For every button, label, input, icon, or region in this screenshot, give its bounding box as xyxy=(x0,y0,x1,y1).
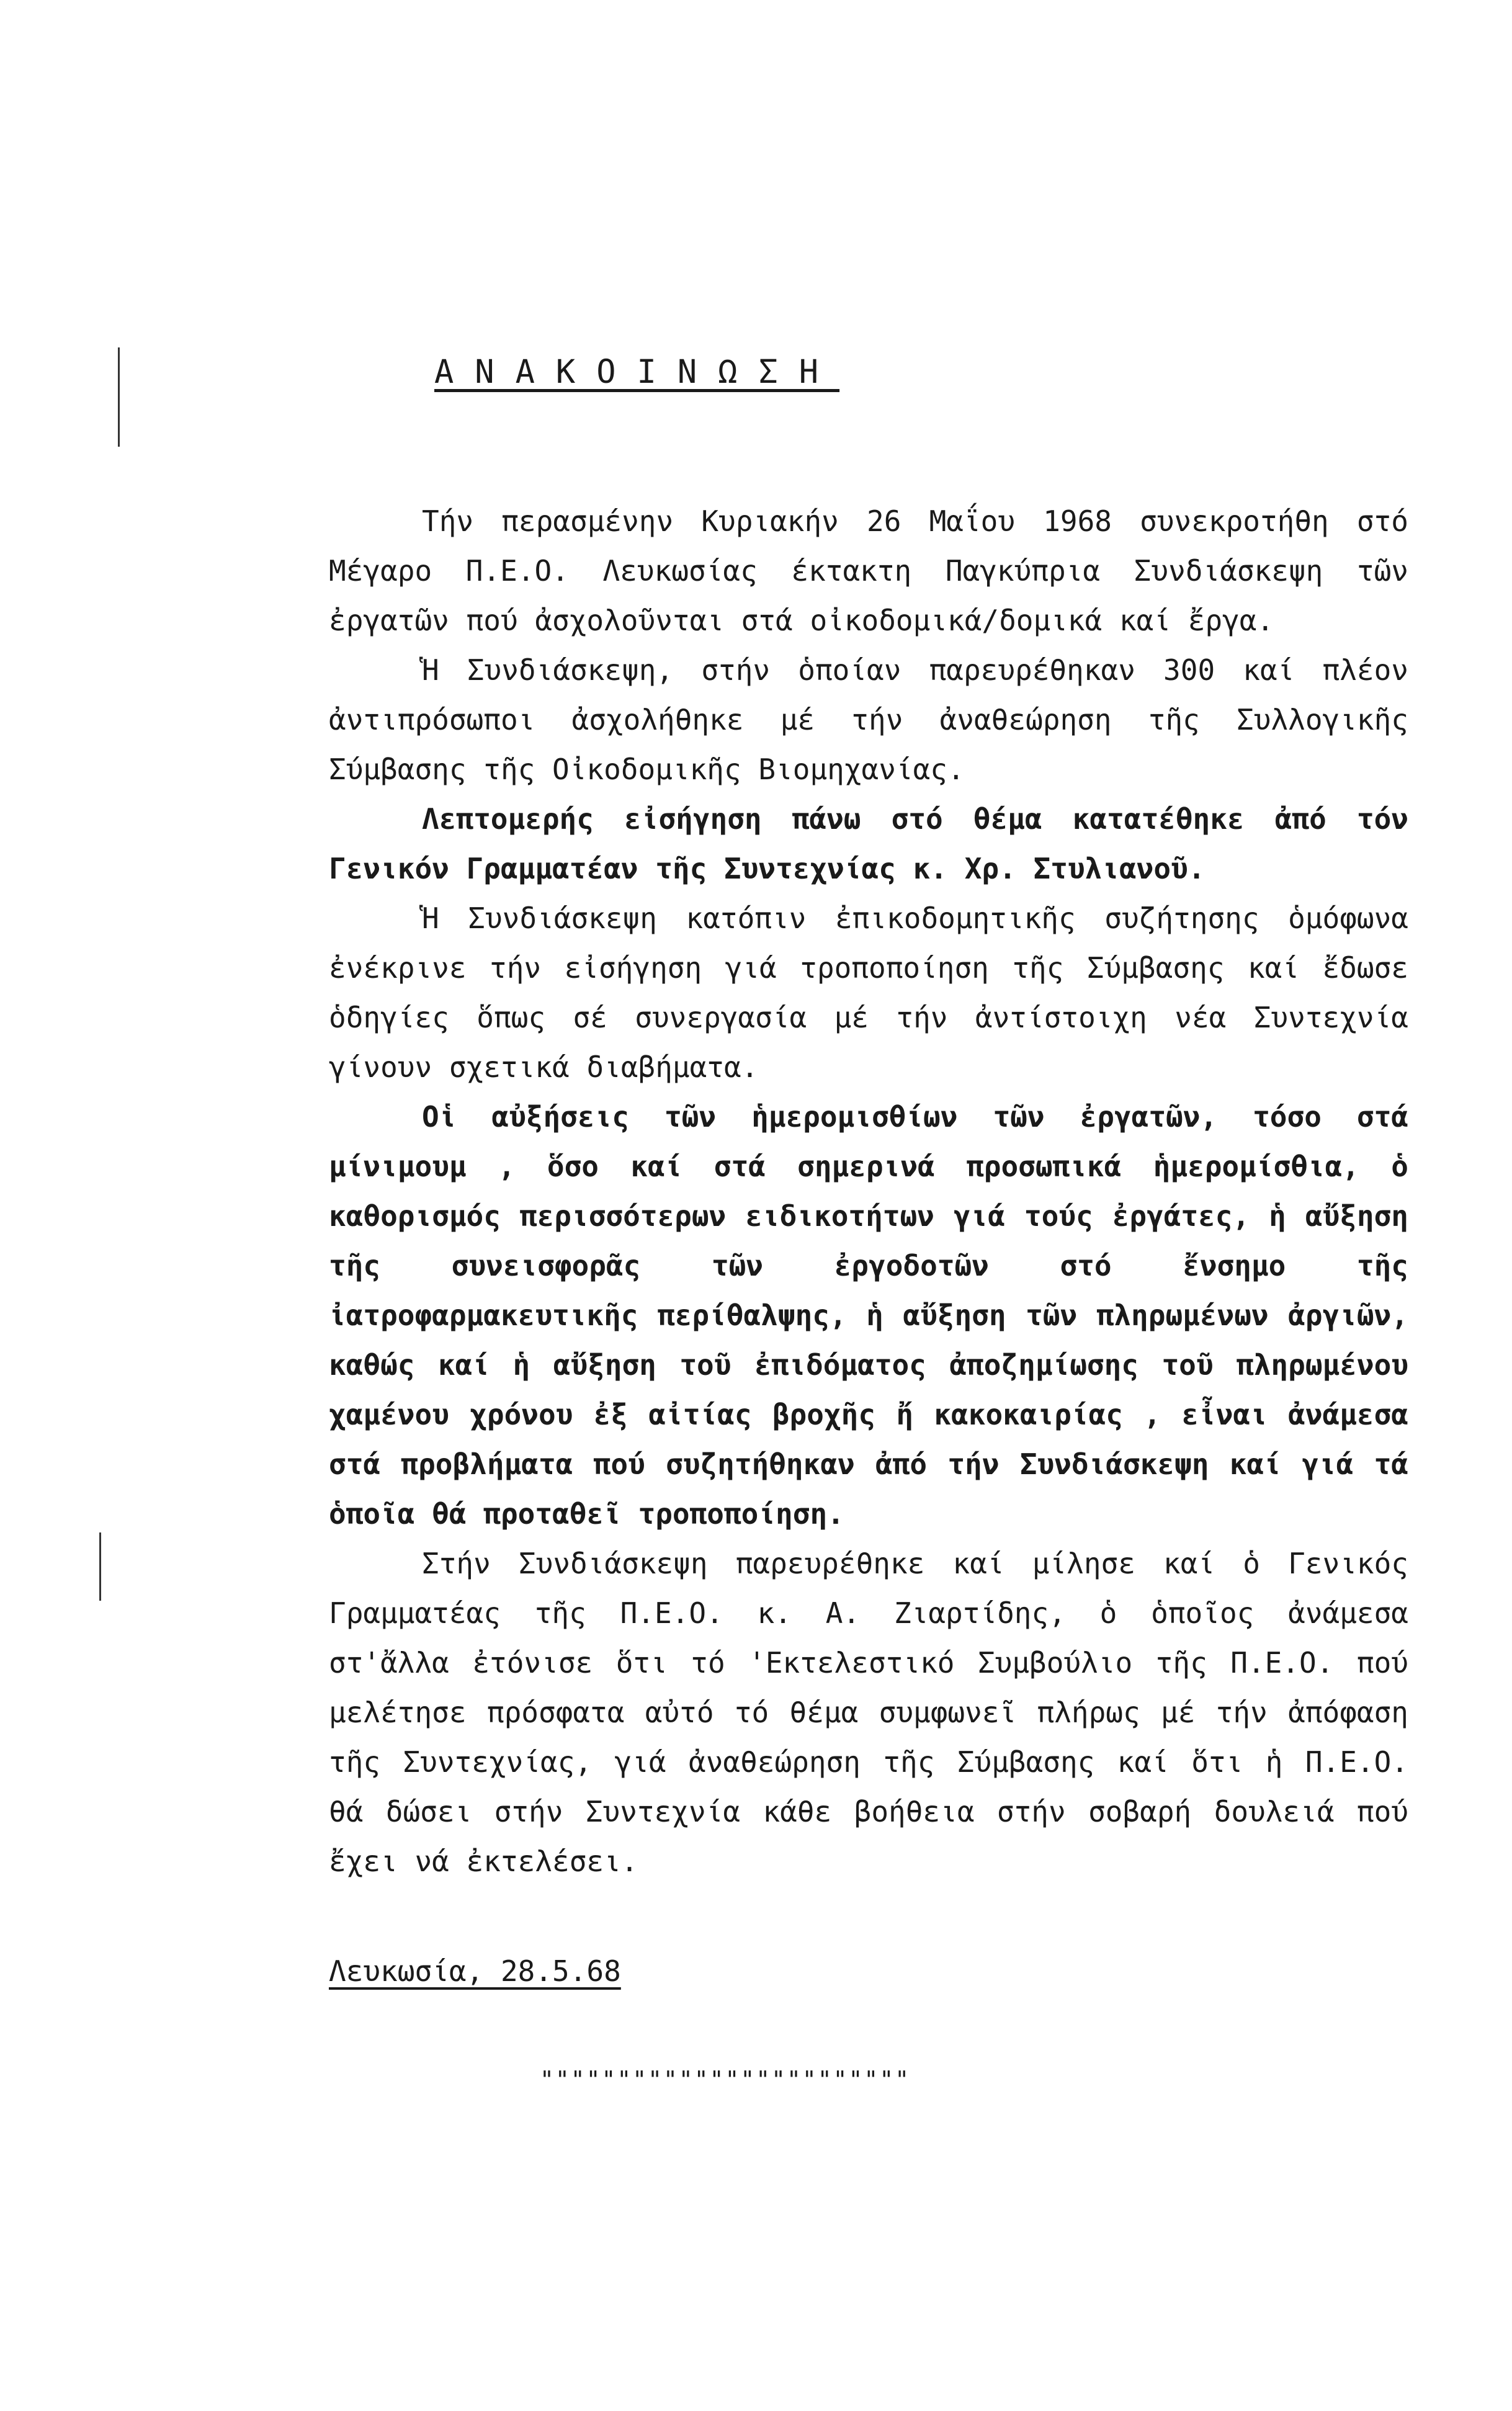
paragraph-3: Λεπτομερής εἰσήγηση πάνω στό θέμα κατατέθηκε ἀπό τόν Γενικόν Γραμματέαν τῆς Συντεχνίας κ. Χρ. Στυλιανοῦ. xyxy=(329,802,1408,885)
document-title: ΑΝΑΚΟΙΝΩΣΗ xyxy=(434,354,840,391)
left-margin-line-bottom xyxy=(99,1532,101,1601)
left-margin-line-top xyxy=(118,347,120,447)
paragraph-4: Ἡ Συνδιάσκεψη κατόπιν ἐπικοδομητικῆς συζήτησης ὁμόφωνα ἐνέκρινε τήν εἰσήγηση γιά τροποποίηση τῆς Σύμβασης καί ἔδωσε ὁδηγίες ὅπως σέ συνεργασία μέ τήν ἀντίστοιχη νέα Συντεχνία γίνουν σχετικά διαβήματα. xyxy=(329,901,1408,1084)
paragraph-2: Ἡ Συνδιάσκεψη, στήν ὁποίαν παρευρέθηκαν 300 καί πλέον ἀντιπρόσωποι ἀσχολήθηκε μέ τήν ἀναθεώρηση τῆς Συλλογικῆς Σύμβασης τῆς Οἰκοδομικῆς Βιομηχανίας. xyxy=(329,653,1408,786)
paragraph-5: Οἱ αὐξήσεις τῶν ἡμερομισθίων τῶν ἐργατῶν, τόσο στά μίνιμουμ , ὅσο καί στά σημερινά προσωπικά ἡμερομίσθια, ὁ καθορισμός περισσότερων ειδικοτήτων γιά τούς ἐργάτες, ἡ αὔξηση τῆς συνεισφορᾶς τῶν ἐργοδοτῶν στό ἔνσημο τῆς ἰατροφαρμακευτικῆς περίθαλψης, ἡ αὔξηση τῶν πληρωμένων ἀργιῶν, καθώς καί ἡ αὔξηση τοῦ ἐπιδόματος ἀποζημίωσης τοῦ πληρωμένου χαμένου χρόνου ἐξ αἰτίας βροχῆς ἤ κακοκαιρίας , εἶναι ἀνάμεσα στά προβλήματα πού συζητήθηκαν ἀπό τήν Συνδιάσκεψη καί γιά τά ὁποῖα θά προταθεῖ τροποποίηση. xyxy=(329,1100,1408,1531)
document-body xyxy=(329,496,1408,1886)
place-date: Λευκωσία, 28.5.68 xyxy=(329,1954,621,1988)
footer-marks: """""""""""""""""""""""" xyxy=(540,2066,911,2093)
paragraph-6: Στήν Συνδιάσκεψη παρευρέθηκε καί μίλησε καί ὁ Γενικός Γραμματέας τῆς Π.Ε.Ο. κ. Α. Ζιαρτίδης, ὁ ὁποῖος ἀνάμεσα στ'ἄλλα ἐτόνισε ὅτι τό 'Εκτελεστικό Συμβούλιο τῆς Π.Ε.Ο. πού μελέτησε πρόσφατα αὐτό τό θέμα συμφωνεῖ πλήρως μέ τήν ἀπόφαση τῆς Συντεχνίας, γιά ἀναθεώρηση τῆς Σύμβασης καί ὅτι ἡ Π.Ε.Ο. θά δώσει στήν Συντεχνία κάθε βοήθεια στήν σοβαρή δουλειά πού ἔχει νά ἐκτελέσει. xyxy=(329,1547,1408,1878)
paragraph-1: Τήν περασμένην Κυριακήν 26 Μαΐου 1968 συνεκροτήθη στό Μέγαρο Π.Ε.Ο. Λευκωσίας έκτακτη Παγκύπρια Συνδιάσκεψη τῶν ἐργατῶν πού ἀσχολοῦνται στά οἰκοδομικά/δομικά καί ἔργα. xyxy=(329,504,1408,637)
